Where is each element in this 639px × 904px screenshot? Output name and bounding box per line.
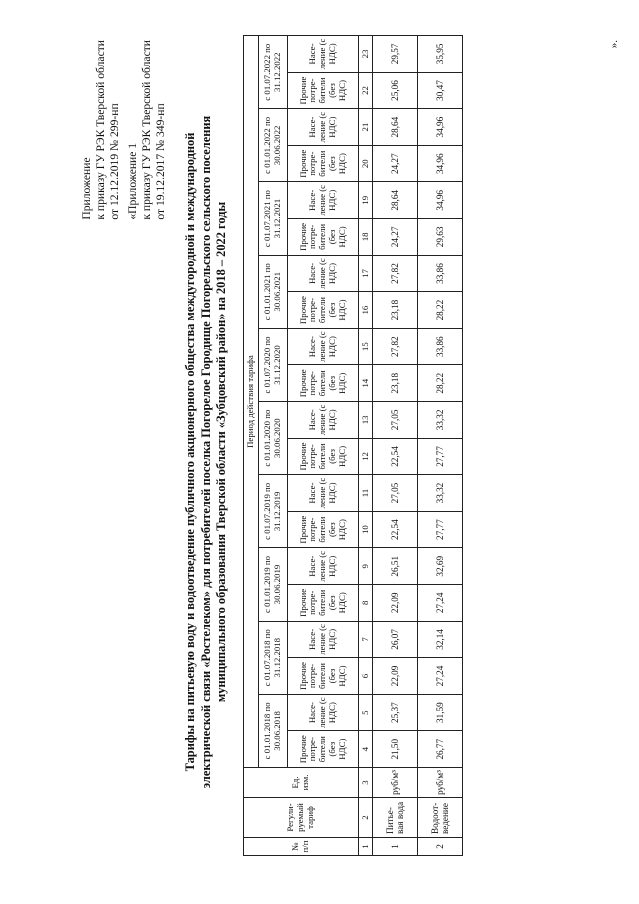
header-period-range: с 01.01.2019 по 30.06.2019 bbox=[259, 548, 288, 621]
header-population: Насе-ление (с НДС) bbox=[288, 475, 359, 512]
column-number: 20 bbox=[359, 145, 373, 182]
row-number: 2 bbox=[418, 838, 463, 856]
tariff-value: 24,27 bbox=[373, 145, 418, 182]
table-row bbox=[418, 36, 463, 856]
tariff-value: 32,14 bbox=[418, 621, 463, 658]
tariff-value: 31,59 bbox=[418, 694, 463, 731]
column-number: 8 bbox=[359, 585, 373, 622]
header-row-2 bbox=[259, 36, 288, 856]
tariff-value: 35,95 bbox=[418, 36, 463, 73]
column-number: 16 bbox=[359, 292, 373, 329]
tariff-value: 34,96 bbox=[418, 145, 463, 182]
tariff-value: 30,47 bbox=[418, 72, 463, 109]
tariff-value: 22,09 bbox=[373, 585, 418, 622]
header-population: Насе-ление (с НДС) bbox=[288, 694, 359, 731]
column-number: 13 bbox=[359, 402, 373, 439]
table-row bbox=[373, 36, 418, 856]
document-title bbox=[183, 0, 230, 904]
row-unit: руб/м³ bbox=[418, 768, 463, 798]
tariff-value: 26,77 bbox=[418, 731, 463, 768]
header-other-consumers: Прочие потре-бители (без НДС) bbox=[288, 292, 359, 329]
tariff-value: 22,54 bbox=[373, 438, 418, 475]
row-tariff-name: Питье-вая вода bbox=[373, 798, 418, 838]
tariff-value: 28,22 bbox=[418, 365, 463, 402]
title-line: Тарифы на питьевую воду и водоотведение публичного акционерного общества междугородной и международной bbox=[183, 132, 197, 772]
header-period-range: с 01.07.2019 по 31.12.2019 bbox=[259, 475, 288, 548]
column-number: 9 bbox=[359, 548, 373, 585]
header-other-consumers: Прочие потре-бители (без НДС) bbox=[288, 658, 359, 695]
header-other-consumers: Прочие потре-бители (без НДС) bbox=[288, 511, 359, 548]
header-other-consumers: Прочие потре-бители (без НДС) bbox=[288, 438, 359, 475]
tariff-value: 23,18 bbox=[373, 365, 418, 402]
header-other-consumers: Прочие потре-бители (без НДС) bbox=[288, 365, 359, 402]
tariff-value: 24,27 bbox=[373, 219, 418, 256]
tariff-value: 25,06 bbox=[373, 72, 418, 109]
column-number: 4 bbox=[359, 731, 373, 768]
tariff-value: 27,82 bbox=[373, 328, 418, 365]
tariff-value: 32,69 bbox=[418, 548, 463, 585]
tariff-value: 27,05 bbox=[373, 475, 418, 512]
column-number: 17 bbox=[359, 255, 373, 292]
column-number: 11 bbox=[359, 475, 373, 512]
tariff-value: 25,37 bbox=[373, 694, 418, 731]
appendix-line: «Приложение 1 bbox=[126, 142, 139, 220]
header-period-range: с 01.07.2021 по 31.12.2021 bbox=[259, 182, 288, 255]
tariff-value: 28,64 bbox=[373, 109, 418, 146]
tariff-value: 27,77 bbox=[418, 511, 463, 548]
tariff-value: 21,50 bbox=[373, 731, 418, 768]
appendix-reference-new bbox=[80, 40, 122, 220]
header-population: Насе-ление (с НДС) bbox=[288, 402, 359, 439]
row-tariff-name: Водоот-ведение bbox=[418, 798, 463, 838]
tariff-value: 27,77 bbox=[418, 438, 463, 475]
header-other-consumers: Прочие потре-бители (без НДС) bbox=[288, 731, 359, 768]
appendix-line: к приказу ГУ РЭК Тверской области bbox=[139, 40, 153, 220]
title-line: муниципального образования Тверской области «Зубцовский район» на 2018 – 2022 годы bbox=[214, 201, 228, 703]
appendix-line: к приказу ГУ РЭК Тверской области bbox=[93, 40, 107, 220]
column-number: 21 bbox=[359, 109, 373, 146]
tariff-value: 28,22 bbox=[418, 292, 463, 329]
appendix-line: Приложение bbox=[80, 157, 93, 220]
column-number: 2 bbox=[359, 798, 373, 838]
header-population: Насе-ление (с НДС) bbox=[288, 255, 359, 292]
closing-quote: ». bbox=[608, 40, 620, 49]
header-population: Насе-ление (с НДС) bbox=[288, 548, 359, 585]
column-number: 7 bbox=[359, 621, 373, 658]
header-period-range: с 01.01.2018 по 30.06.2018 bbox=[259, 694, 288, 767]
tariff-value: 34,96 bbox=[418, 109, 463, 146]
header-tariff: Регули-руемый тариф bbox=[244, 798, 359, 838]
tariff-value: 29,57 bbox=[373, 36, 418, 73]
tariff-value: 23,18 bbox=[373, 292, 418, 329]
header-other-consumers: Прочие потре-бители (без НДС) bbox=[288, 585, 359, 622]
tariff-value: 26,07 bbox=[373, 621, 418, 658]
tariff-value: 28,64 bbox=[373, 182, 418, 219]
row-unit: руб/м³ bbox=[373, 768, 418, 798]
column-number: 12 bbox=[359, 438, 373, 475]
header-period-range: с 01.07.2022 по 31.12.2022 bbox=[259, 36, 288, 109]
tariff-value: 27,82 bbox=[373, 255, 418, 292]
appendix-reference-original bbox=[126, 40, 168, 220]
tariff-value: 22,54 bbox=[373, 511, 418, 548]
column-number: 23 bbox=[359, 36, 373, 73]
header-period-range: с 01.07.2018 по 31.12.2018 bbox=[259, 621, 288, 694]
header-other-consumers: Прочие потре-бители (без НДС) bbox=[288, 145, 359, 182]
title-line: электрической связи «Ростелеком» для потребителей поселка Погорелое Городище Погорельского сельского поселения bbox=[198, 115, 213, 789]
tariff-table bbox=[243, 35, 463, 856]
header-population: Насе-ление (с НДС) bbox=[288, 621, 359, 658]
header-other-consumers: Прочие потре-бители (без НДС) bbox=[288, 72, 359, 109]
tariff-value: 27,05 bbox=[373, 402, 418, 439]
header-period: Период действия тарифа bbox=[244, 36, 259, 768]
tariff-value: 34,96 bbox=[418, 182, 463, 219]
row-number: 1 bbox=[373, 838, 418, 856]
column-number: 6 bbox=[359, 658, 373, 695]
column-number: 18 bbox=[359, 219, 373, 256]
header-period-range: с 01.07.2020 по 31.12.2020 bbox=[259, 328, 288, 401]
tariff-value: 33,32 bbox=[418, 402, 463, 439]
tariff-value: 27,24 bbox=[418, 585, 463, 622]
column-number: 1 bbox=[359, 838, 373, 856]
tariff-value: 22,09 bbox=[373, 658, 418, 695]
header-period-range: с 01.01.2020 по 30.06.2020 bbox=[259, 402, 288, 475]
header-number: № п/п bbox=[244, 838, 359, 856]
header-population: Насе-ление (с НДС) bbox=[288, 36, 359, 73]
appendix-line: от 19.12.2017 № 349-нп bbox=[153, 103, 167, 220]
header-population: Насе-ление (с НДС) bbox=[288, 109, 359, 146]
header-row-1 bbox=[244, 36, 259, 856]
tariff-value: 33,32 bbox=[418, 475, 463, 512]
column-number: 5 bbox=[359, 694, 373, 731]
column-number: 19 bbox=[359, 182, 373, 219]
column-number: 15 bbox=[359, 328, 373, 365]
header-period-range: с 01.01.2022 по 30.06.2022 bbox=[259, 109, 288, 182]
tariff-value: 33,86 bbox=[418, 328, 463, 365]
column-number: 10 bbox=[359, 511, 373, 548]
tariff-value: 33,86 bbox=[418, 255, 463, 292]
column-number: 22 bbox=[359, 72, 373, 109]
header-row-3 bbox=[288, 36, 359, 856]
tariff-value: 27,24 bbox=[418, 658, 463, 695]
appendix-line: от 12.12.2019 № 299-нп bbox=[107, 103, 121, 220]
header-population: Насе-ление (с НДС) bbox=[288, 182, 359, 219]
column-numbers-row bbox=[359, 36, 373, 856]
header-population: Насе-ление (с НДС) bbox=[288, 328, 359, 365]
tariff-value: 29,63 bbox=[418, 219, 463, 256]
column-number: 3 bbox=[359, 768, 373, 798]
tariff-value: 26,51 bbox=[373, 548, 418, 585]
header-other-consumers: Прочие потре-бители (без НДС) bbox=[288, 219, 359, 256]
header-unit: Ед. изм. bbox=[244, 768, 359, 798]
header-period-range: с 01.01.2021 по 30.06.2021 bbox=[259, 255, 288, 328]
column-number: 14 bbox=[359, 365, 373, 402]
